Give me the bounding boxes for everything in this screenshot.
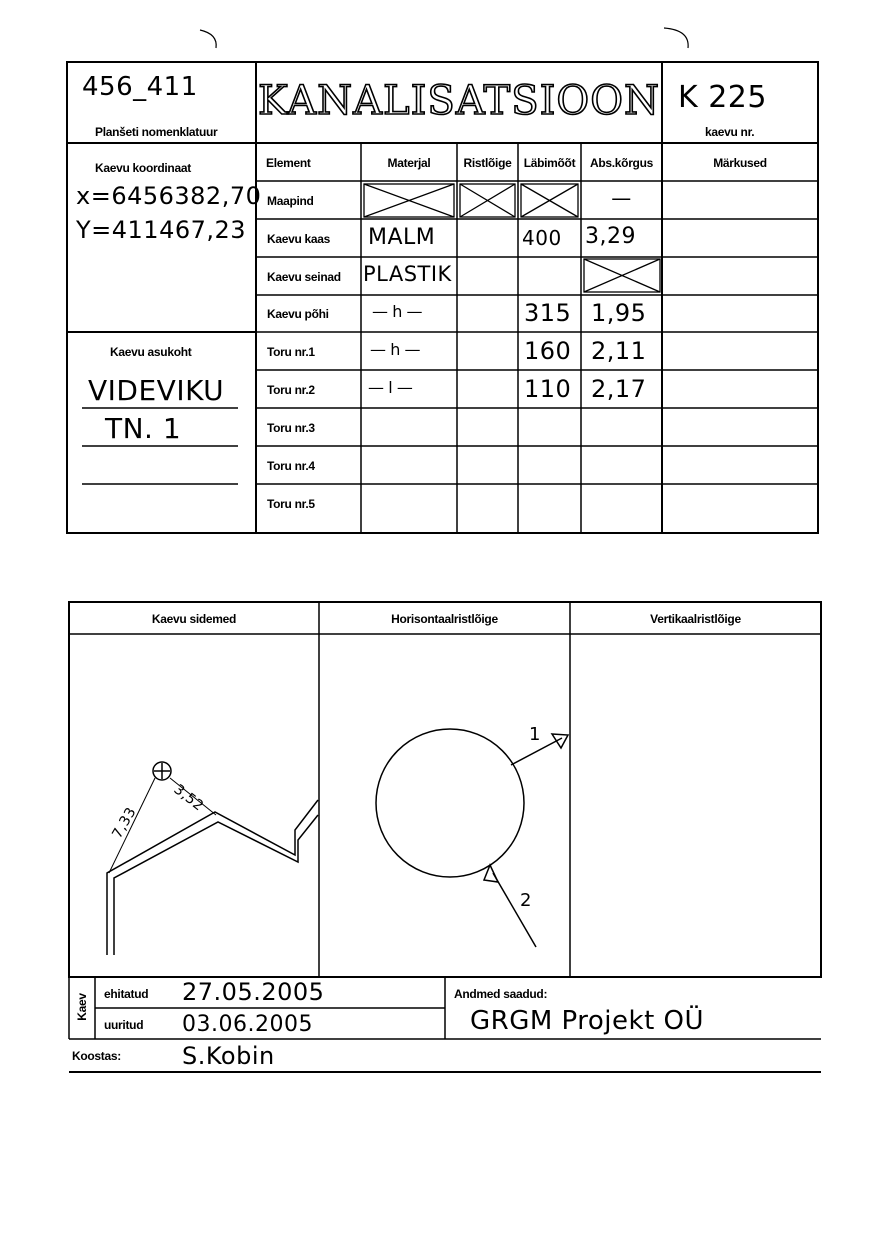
dimension-label: 3,52	[170, 781, 207, 815]
cell-diameter: 160	[524, 337, 572, 365]
cell-abs-height: 2,17	[591, 375, 647, 403]
connections-sketch	[107, 762, 318, 955]
col-header-abs-height: Abs.kõrgus	[589, 156, 653, 170]
location-line-1: VIDEVIKU	[88, 374, 225, 407]
cell-diameter: 110	[524, 375, 572, 403]
dimension-label: 7,33	[109, 804, 140, 842]
compiled-value: S.Kobin	[182, 1042, 275, 1070]
pipe-label: 2	[520, 890, 532, 911]
well-side-label: Kaev	[75, 993, 89, 1021]
location-label: Kaevu asukoht	[110, 345, 192, 359]
row-label: Kaevu põhi	[267, 307, 329, 321]
cell-abs-height: —	[611, 186, 632, 210]
row-label: Toru nr.2	[267, 383, 315, 397]
row-label: Kaevu seinad	[267, 270, 341, 284]
coordinates-label: Kaevu koordinaat	[95, 161, 191, 175]
col-header-notes: Märkused	[713, 156, 767, 170]
cell-diameter: 400	[522, 226, 562, 250]
pipe-label: 1	[529, 724, 541, 745]
sketch-header-connections: Kaevu sidemed	[151, 612, 237, 626]
built-label: ehitatud	[104, 987, 149, 1001]
cell-material: — l —	[368, 378, 414, 397]
row-label: Toru nr.5	[267, 497, 315, 511]
data-source-value: GRGM Projekt OÜ	[470, 1006, 705, 1036]
cell-abs-height: 1,95	[591, 299, 647, 327]
surveyed-label: uuritud	[104, 1018, 144, 1032]
cell-abs-height: 2,11	[591, 337, 647, 365]
coordinate-y: Y=411467,23	[76, 216, 247, 244]
cell-material: MALM	[368, 225, 436, 250]
col-header-element: Element	[266, 156, 311, 170]
col-header-diameter: Läbimõõt	[523, 156, 576, 170]
cell-abs-height: 3,29	[585, 224, 636, 249]
built-date: 27.05.2005	[182, 978, 325, 1006]
horizontal-section-sketch	[376, 729, 568, 947]
cell-material: — h —	[372, 302, 424, 321]
data-source-label: Andmed saadud:	[454, 987, 548, 1001]
col-header-cross-section: Ristlõige	[463, 156, 512, 170]
nomenclature-label: Planšeti nomenklatuur	[95, 125, 218, 139]
row-label: Toru nr.1	[267, 345, 315, 359]
coordinate-x: x=6456382,70	[76, 182, 262, 210]
row-label: Toru nr.3	[267, 421, 315, 435]
nomenclature-value: 456_411	[82, 72, 198, 102]
compiled-label: Koostas:	[72, 1049, 121, 1063]
surveyed-date: 03.06.2005	[182, 1012, 313, 1037]
cell-material: — h —	[370, 340, 422, 359]
row-label: Kaevu kaas	[267, 232, 331, 246]
row-label: Toru nr.4	[267, 459, 315, 473]
cell-material: PLASTIK	[363, 262, 452, 286]
well-number-label: kaevu nr.	[705, 125, 755, 139]
row-label: Maapind	[267, 194, 314, 208]
form-title: KANALISATSIOON	[258, 78, 660, 124]
sketch-header-horizontal: Horisontaalristlõige	[391, 612, 498, 626]
col-header-material: Materjal	[387, 156, 431, 170]
sketch-header-vertical: Vertikaalristlõige	[650, 612, 741, 626]
cell-diameter: 315	[524, 299, 572, 327]
well-number-value: K 225	[678, 80, 767, 115]
location-line-2: TN. 1	[105, 412, 182, 445]
